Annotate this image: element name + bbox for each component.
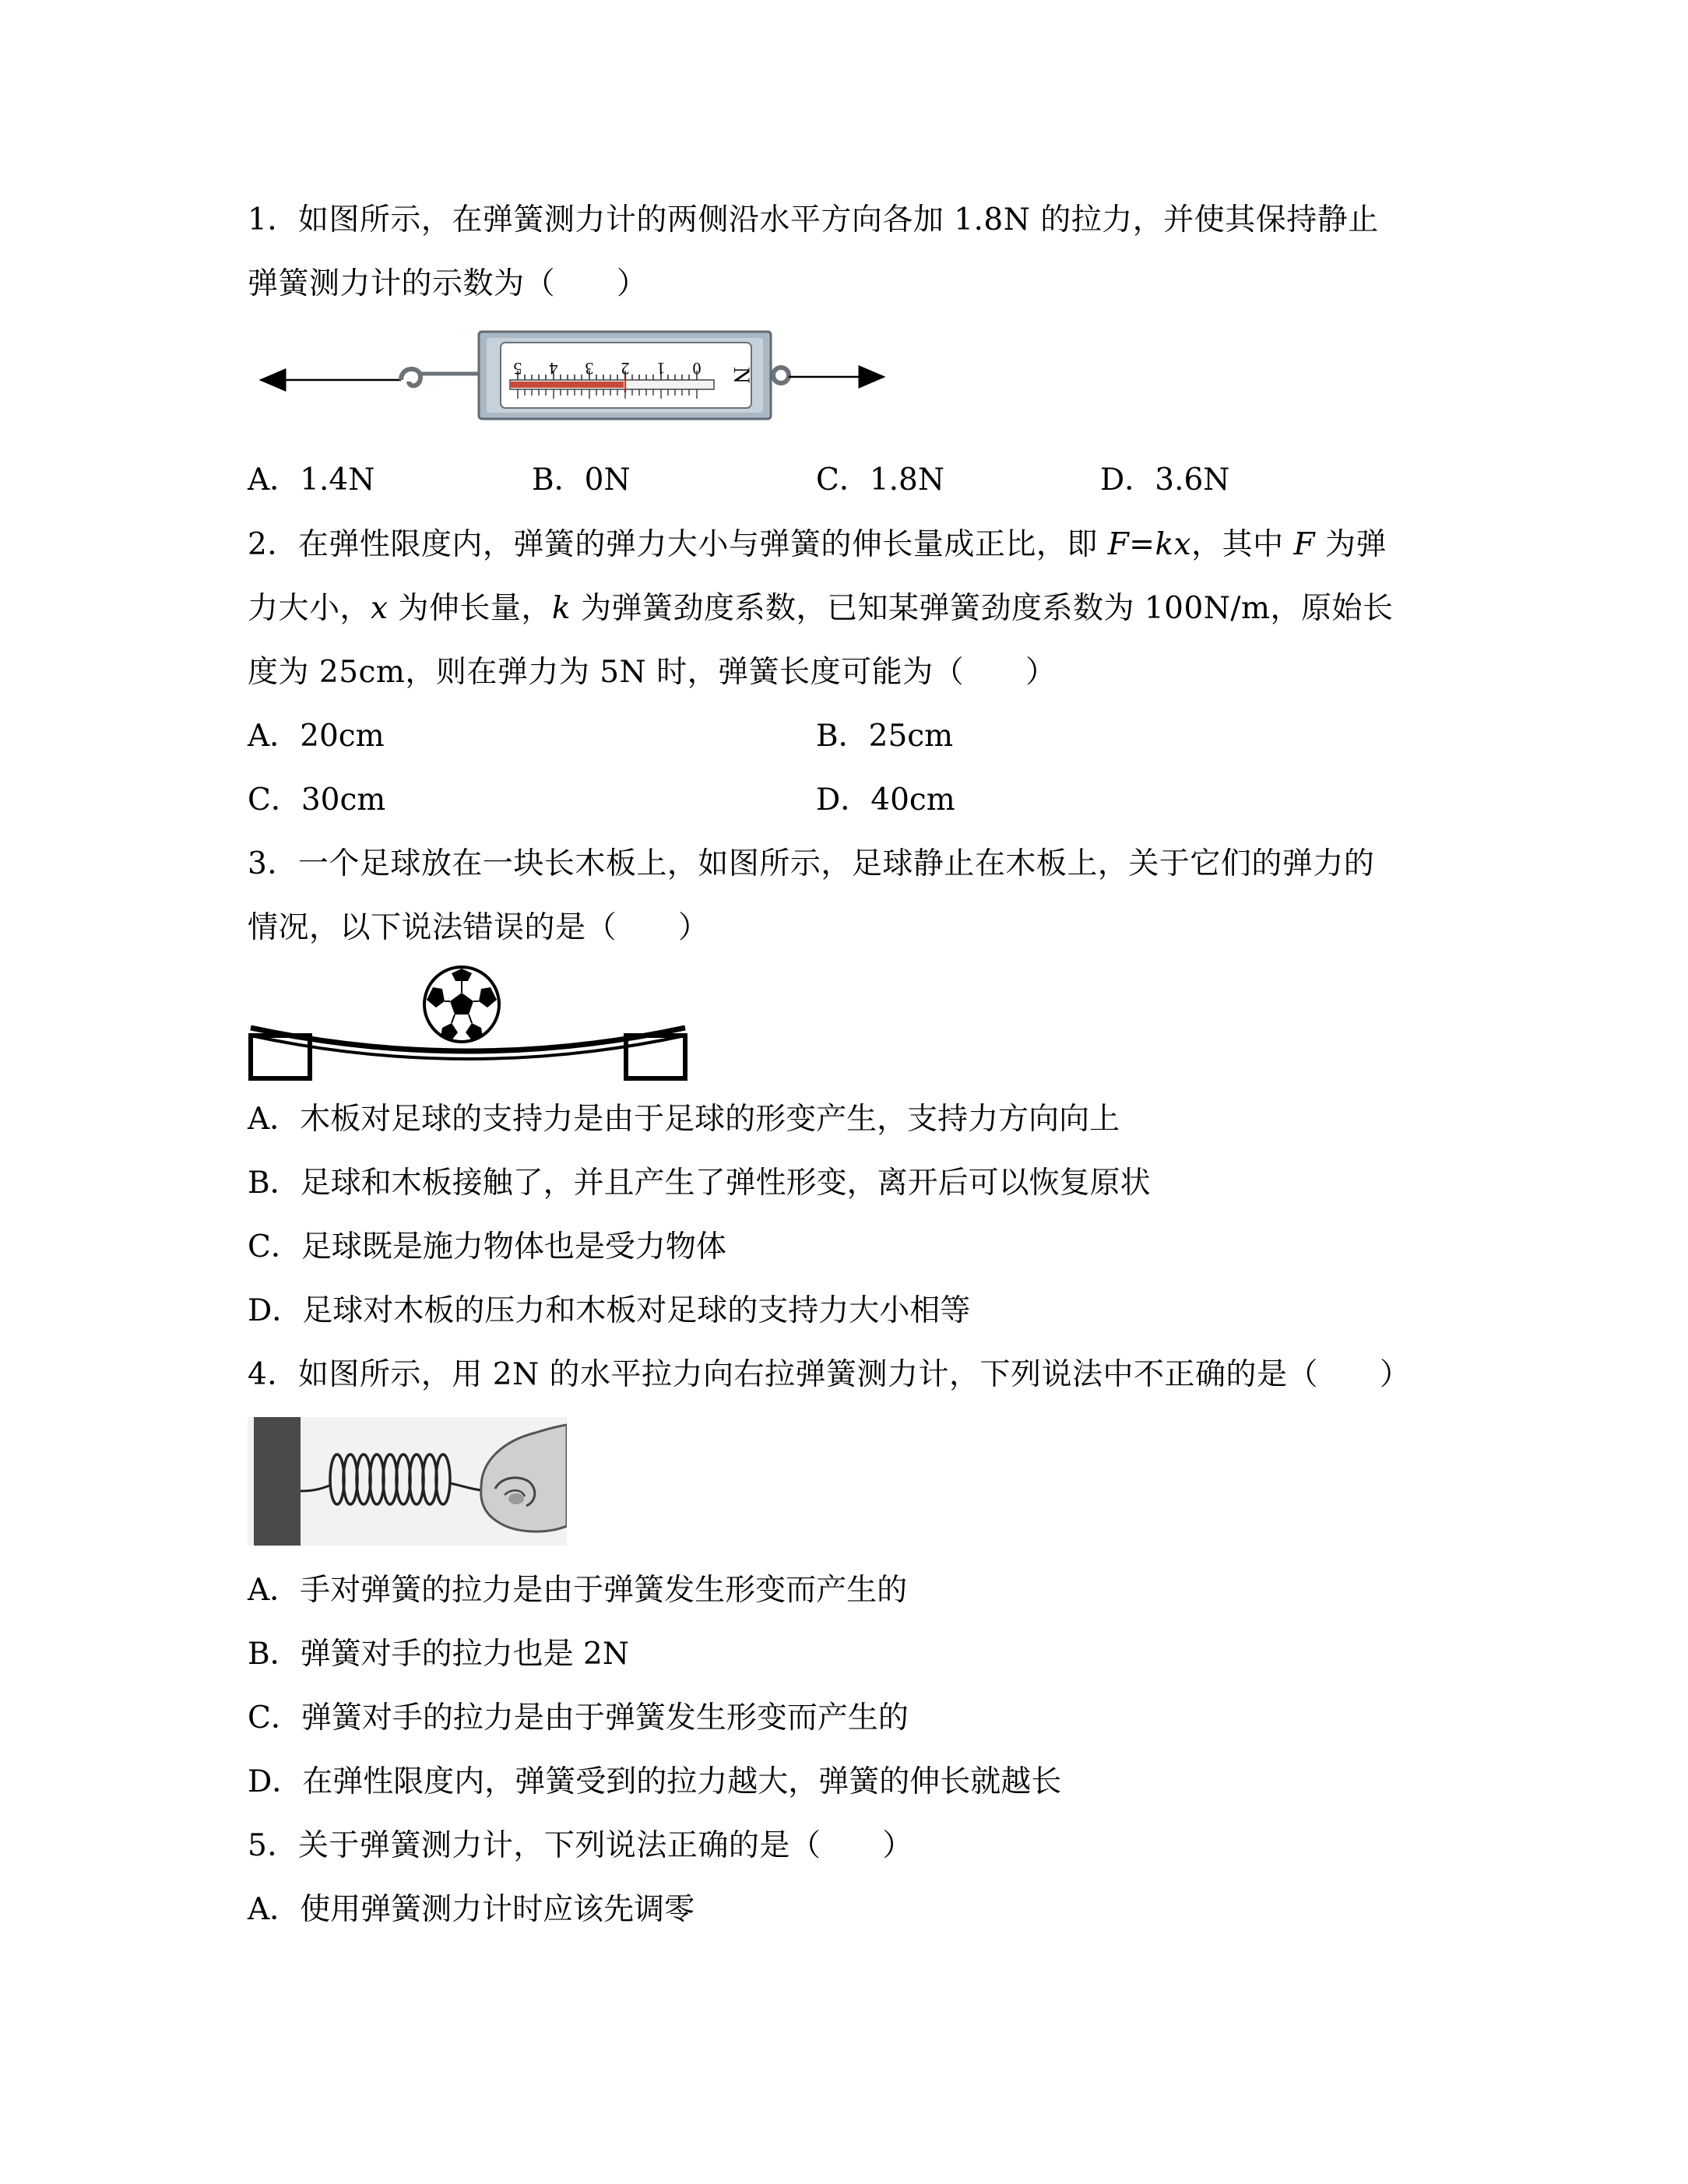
q4-stem-line1: 4．如图所示，用 2N 的水平拉力向右拉弹簧测力计，下列说法中不正确的是（ ） [248,1357,1411,1392]
q1-option-a[interactable]: A．1.4N [248,462,375,498]
scale-number: 1 [656,359,666,378]
q1-stem-line1: 1．如图所示，在弹簧测力计的两侧沿水平方向各加 1.8N 的拉力，并使其保持静止 [248,202,1379,237]
q2-stem-line2: 力大小，x 为伸长量，k 为弹簧劲度系数，已知某弹簧劲度系数为 100N/m，原始长 [248,591,1394,626]
scale-number: 4 [549,359,558,378]
q3-option-a[interactable]: A．木板对足球的支持力是由于足球的形变产生，支持力方向向上 [248,1102,1120,1137]
q1-spring-scale-figure [253,325,891,427]
q2-stem-line3: 度为 25cm，则在弹力为 5N 时，弹簧长度可能为（ ） [248,655,1057,690]
q4-hand-spring-figure [248,1417,567,1546]
q3-stem-line1: 3．一个足球放在一块长木板上，如图所示，足球静止在木板上，关于它们的弹力的 [248,846,1375,881]
scale-number: 5 [513,359,522,378]
q2-option-b[interactable]: B．25cm [816,719,954,754]
q3-option-b[interactable]: B．足球和木板接触了，并且产生了弹性形变，离开后可以恢复原状 [248,1166,1151,1201]
q2-option-d[interactable]: D．40cm [816,783,955,818]
q5-option-a[interactable]: A．使用弹簧测力计时应该先调零 [248,1892,695,1927]
ring-icon [773,368,789,383]
q3-option-c[interactable]: C．足球既是施力物体也是受力物体 [248,1229,726,1264]
q2-stem-line1: 2．在弹性限度内，弹簧的弹力大小与弹簧的伸长量成正比，即 F=kx，其中 F 为弹 [248,527,1387,562]
scale-unit: N [729,367,754,384]
q3-option-d[interactable]: D．足球对木板的压力和木板对足球的支持力大小相等 [248,1293,971,1328]
q2-option-c[interactable]: C．30cm [248,783,386,818]
q2-option-a[interactable]: A．20cm [248,719,385,754]
q3-football-board-figure [248,965,691,1086]
q4-option-b[interactable]: B．弹簧对手的拉力也是 2N [248,1637,629,1672]
scale-number: 0 [692,359,702,378]
hook-icon [401,369,420,385]
q4-option-c[interactable]: C．弹簧对手的拉力是由于弹簧发生形变而产生的 [248,1700,909,1736]
q1-option-c[interactable]: C．1.8N [816,462,944,498]
q4-option-d[interactable]: D．在弹性限度内，弹簧受到的拉力越大，弹簧的伸长就越长 [248,1764,1062,1799]
q3-stem-line2: 情况，以下说法错误的是（ ） [248,910,709,945]
q1-option-b[interactable]: B．0N [532,462,631,498]
q1-stem-line2: 弹簧测力计的示数为（ ） [248,266,648,301]
football-icon [424,967,499,1042]
q1-option-d[interactable]: D．3.6N [1100,462,1230,498]
q5-stem-line1: 5．关于弹簧测力计，下列说法正确的是（ ） [248,1828,913,1863]
q4-option-a[interactable]: A．手对弹簧的拉力是由于弹簧发生形变而产生的 [248,1573,908,1608]
scale-number: 3 [585,359,594,378]
scale-number: 2 [621,359,630,378]
wall [254,1417,301,1546]
